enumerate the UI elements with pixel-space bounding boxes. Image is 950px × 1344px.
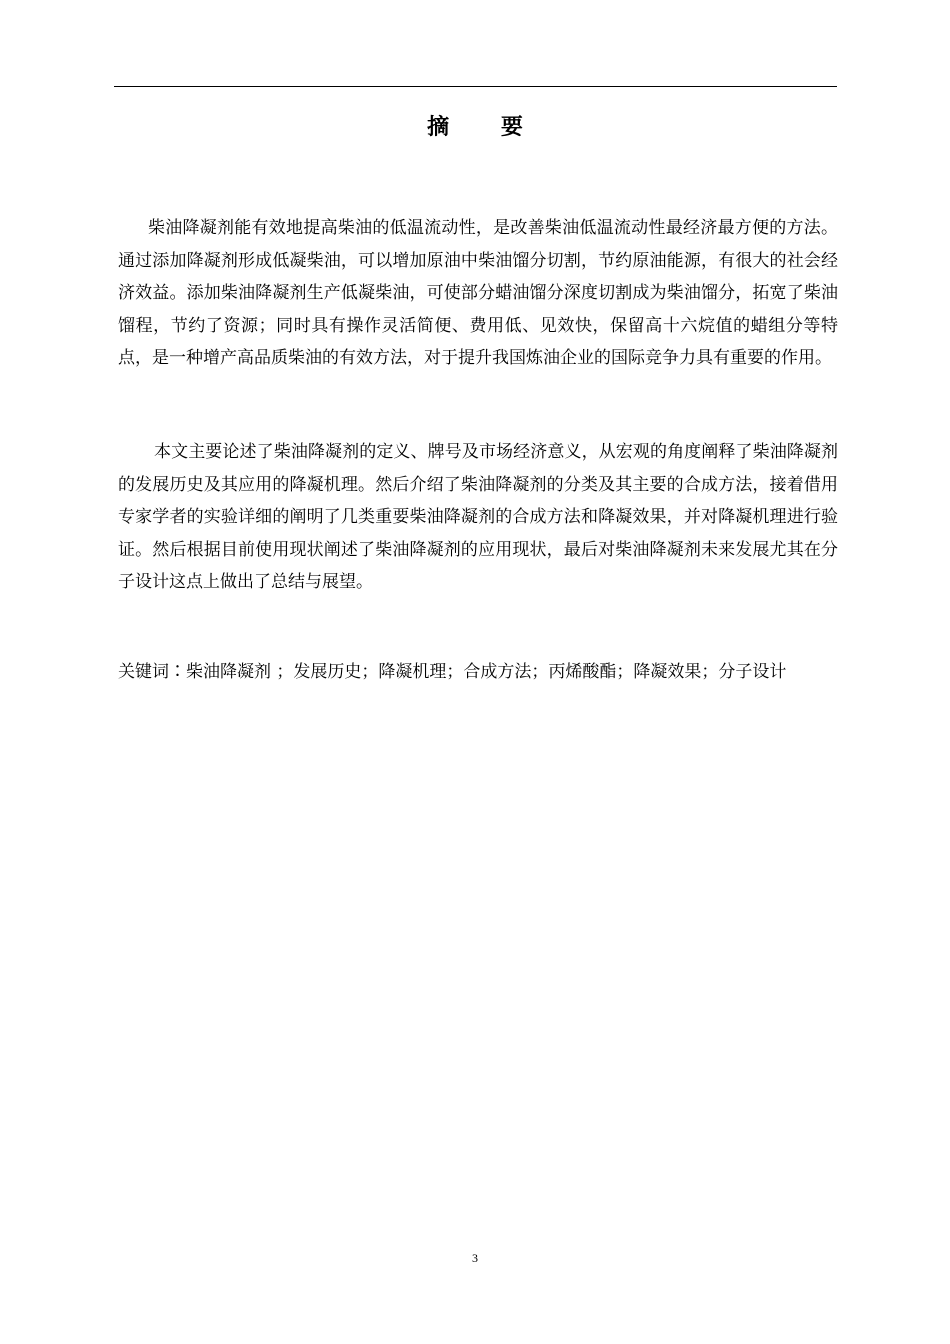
header-rule [114,86,837,87]
page-number: 3 [472,1251,478,1265]
page-title: 摘 要 [427,115,545,140]
abstract-paragraph-2: 本文主要论述了柴油降凝剂的定义、牌号及市场经济意义，从宏观的角度阐释了柴油降凝剂的发展历史及其应用的降凝机理。然后介绍了柴油降凝剂的分类及其主要的合成方法，接着借用专家学者的实验详细的阐明了几类重要柴油降凝剂的合成方法和降凝效果，并对降凝机理进行验证。然后根据目前使用现状阐述了柴油降凝剂的应用现状，最后对柴油降凝剂未来发展尤其在分子设计这点上做出了总结与展望。 [118,442,838,593]
keywords-line: 关键词∶柴油降凝剂 ；发展历史；降凝机理；合成方法；丙烯酸酯；降凝效果；分子设计 [118,662,787,682]
abstract-paragraph-1: 柴油降凝剂能有效地提高柴油的低温流动性，是改善柴油低温流动性最经济最方便的方法。通过添加降凝剂形成低凝柴油，可以增加原油中柴油馏分切割，节约原油能源，有很大的社会经济效益。添加柴油降凝剂生产低凝柴油，可使部分蜡油馏分深度切割成为柴油馏分，拓宽了柴油馏程，节约了资源；同时具有操作灵活简便、费用低、见效快，保留高十六烷值的蜡组分等特点，是一种增产高品质柴油的有效方法，对于提升我国炼油企业的国际竞争力具有重要的作用。 [118,218,838,369]
